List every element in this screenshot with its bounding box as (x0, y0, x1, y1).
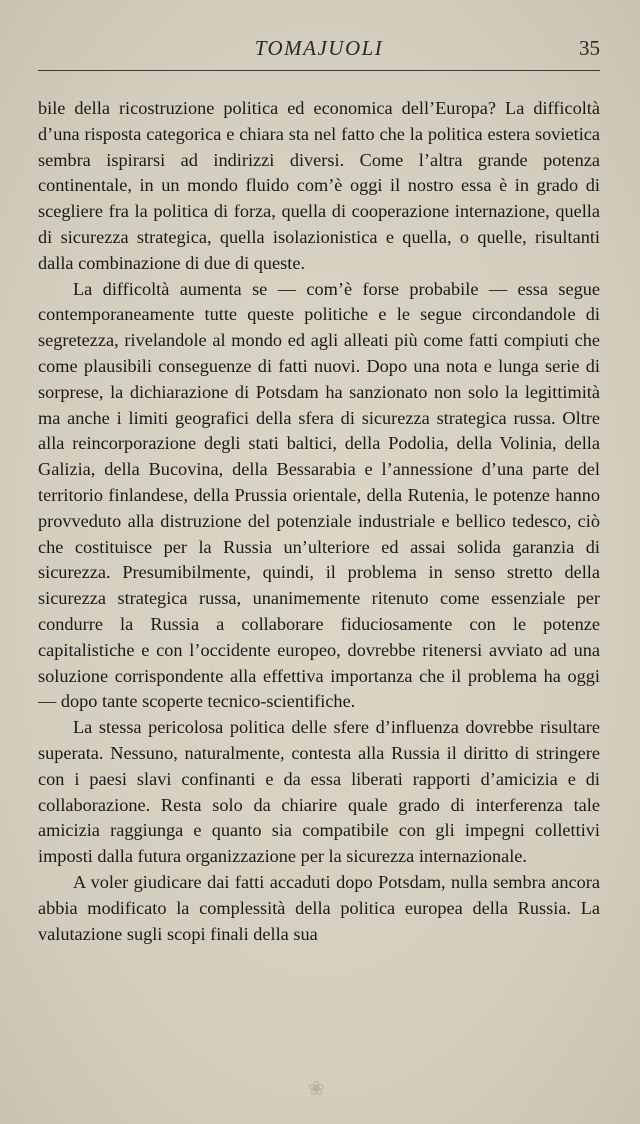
paragraph-continued: bile della ricostruzione politica ed economica dell’Europa? La difficoltà d’una risposta categorica e chiara sta nel fatto che la politica estera sovietica sembra ispirarsi ad indirizzi diversi. Come l’altra grande potenza continentale, in un mondo fluido com’è oggi il nostro essa è in grado di scegliere fra la politica di forza, quella di cooperazione internazione, quella di sicurezza strategica, quella isolazionistica e quella, o quelle, risultanti dalla combinazione di due di queste. (38, 98, 600, 273)
running-header (38, 36, 600, 64)
paragraph: La difficoltà aumenta se — com’è forse probabile — essa segue contemporaneamente tutte queste politiche e le segue circondandole di segretezza, rivelandole al mondo ed agli alleati più come fatti compiuti che come plausibili conseguenze di fatti nuovi. Dopo una nota e lunga serie di sorprese, la dichiarazione di Potsdam ha sanzionato non solo la legittimità ma anche i limiti geografici della sfera di sicurezza strategica russa. Oltre alla reincorporazione degli stati baltici, della Podolia, della Volinia, della Galizia, della Bucovina, della Bessarabia e l’annessione d’una parte del territorio finlandese, della Prussia orientale, della Rutenia, le potenze hanno provveduto alla distruzione del potenziale industriale e bellico tedesco, ciò che costituisce per la Russia un’ulteriore ed assai solida garanzia di sicurezza. Presumibilmente, quindi, il problema in senso stretto della sicurezza strategica russa, unanimemente ritenuto come essenziale per condurre la Russia a collaborare fiduciosamente con le potenze capitalistiche e con l’occidente europeo, dovrebbe ritenersi avviato ad una soluzione corrispondente alla effettiva importanza che il problema ha oggi — dopo tante scoperte tecnico-scientifiche. (38, 278, 600, 712)
page-number: 35 (579, 36, 600, 60)
paragraph: A voler giudicare dai fatti accaduti dopo Potsdam, nulla sembra ancora abbia modificato la complessità della politica europea della Russia. La valutazione sugli scopi finali della sua (38, 871, 600, 944)
header-rule (38, 70, 600, 71)
paragraph: La stessa pericolosa politica delle sfere d’influenza dovrebbe risultare superata. Nessuno, naturalmente, contesta alla Russia il diritto di stringere con i paesi slavi confinanti e da essa liberati rapporti d’amicizia e di collaborazione. Resta solo da chiarire quale grado di interferenza tale amicizia raggiunga e quanto sia compatibile con gli impegni collettivi imposti dalla futura organizzazione per la sicurezza internazionale. (38, 717, 600, 867)
library-stamp-icon: ❀ (308, 1076, 325, 1100)
body-text (38, 96, 600, 947)
running-title: TOMAJUOLI (254, 36, 384, 60)
